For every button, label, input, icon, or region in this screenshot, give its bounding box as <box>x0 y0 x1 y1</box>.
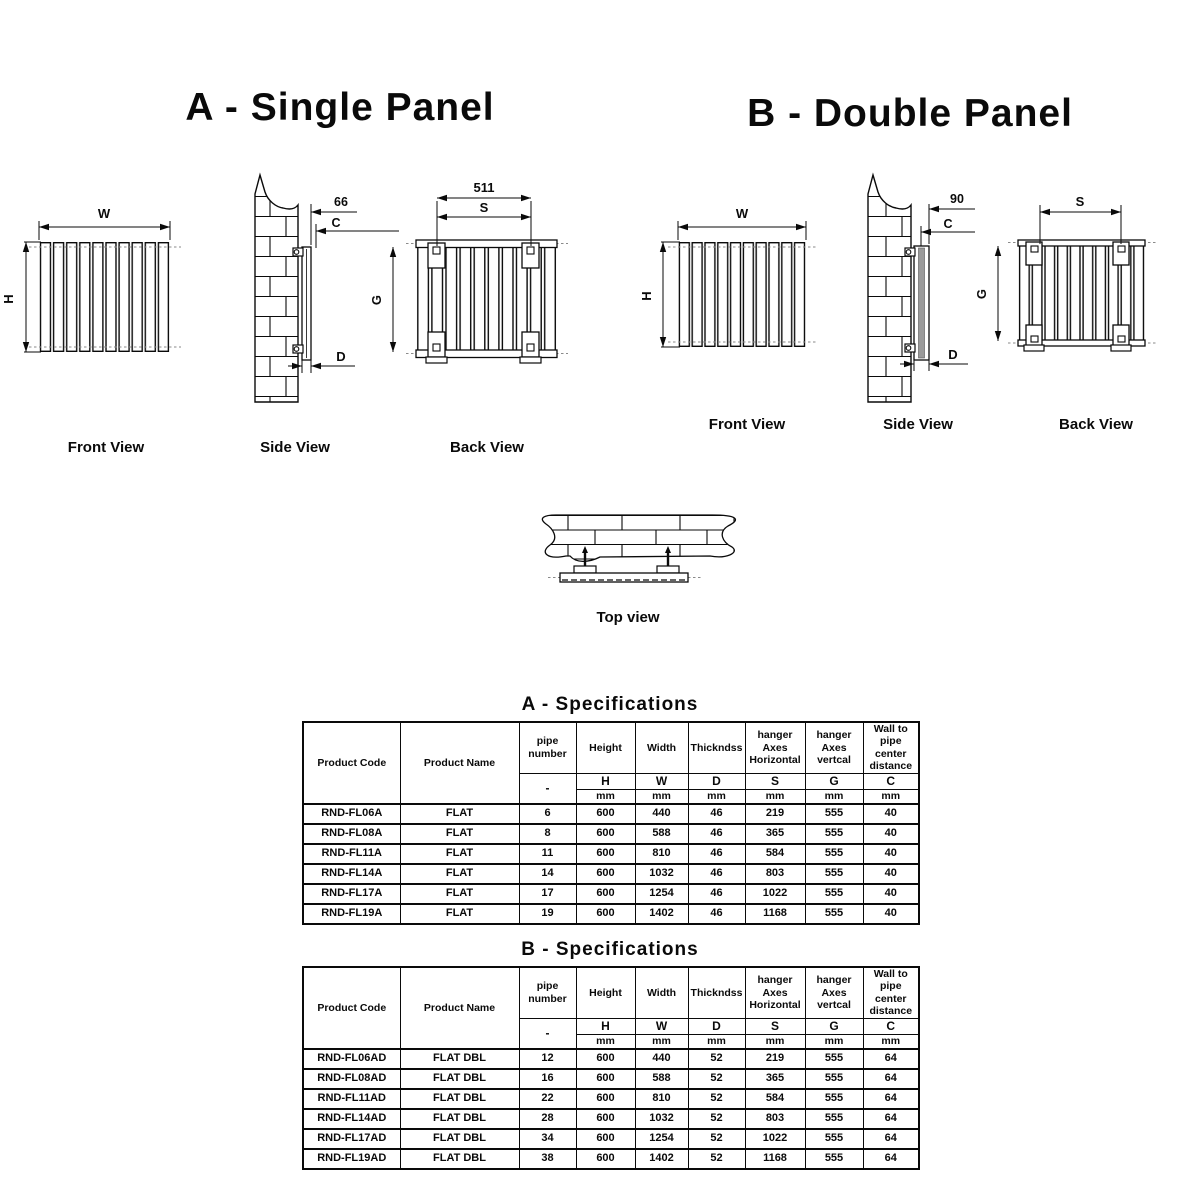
table-cell: RND-FL08AD <box>303 1069 400 1089</box>
table-cell: 46 <box>688 904 745 924</box>
table-row <box>303 864 919 884</box>
table-cell: 6 <box>519 804 576 824</box>
a-front-panel <box>39 242 170 352</box>
table-cell: RND-FL17A <box>303 884 400 904</box>
b-back-dim-g: G <box>974 288 989 300</box>
table-row <box>303 824 919 844</box>
b-front-dim-w: W <box>735 206 749 221</box>
sym-h: H <box>576 773 635 789</box>
sym-w: W <box>635 1018 688 1034</box>
a-side-caption: Side View <box>260 439 330 456</box>
b-side-dim-c: C <box>943 217 953 231</box>
table-cell: 600 <box>576 864 635 884</box>
table-a-title: A - Specifications <box>521 694 699 715</box>
table-cell: RND-FL14A <box>303 864 400 884</box>
table-cell: RND-FL11AD <box>303 1089 400 1109</box>
table-cell: 600 <box>576 1149 635 1169</box>
spec-table-b <box>302 966 920 1170</box>
unit-cell: mm <box>863 1034 919 1049</box>
a-side-wall <box>255 175 298 402</box>
table-cell: 1022 <box>745 884 805 904</box>
table-cell: 600 <box>576 1129 635 1149</box>
table-cell: 555 <box>805 1109 863 1129</box>
top-view-caption: Top view <box>596 609 660 626</box>
table-cell: 810 <box>635 1089 688 1109</box>
table-cell: 46 <box>688 804 745 824</box>
table-cell: 52 <box>688 1109 745 1129</box>
table-cell: RND-FL06AD <box>303 1049 400 1069</box>
table-cell: 34 <box>519 1129 576 1149</box>
table-cell: 803 <box>745 1109 805 1129</box>
a-side-dim-d: D <box>336 349 346 364</box>
a-back-dim-g: G <box>369 294 384 306</box>
sym-pipe: - <box>519 1018 576 1049</box>
table-cell: 17 <box>519 884 576 904</box>
col-hanger-horizontal: hanger Axes Horizontal <box>745 967 805 1018</box>
table-cell: 600 <box>576 824 635 844</box>
table-cell: 1402 <box>635 904 688 924</box>
table-cell: 52 <box>688 1089 745 1109</box>
b-side-caption: Side View <box>883 416 953 433</box>
table-cell: RND-FL19A <box>303 904 400 924</box>
b-front-dim-h: H <box>639 291 654 301</box>
table-cell: 40 <box>863 844 919 864</box>
table-cell: 584 <box>745 1089 805 1109</box>
table-cell: RND-FL19AD <box>303 1149 400 1169</box>
sym-s: S <box>745 1018 805 1034</box>
col-product-code: Product Code <box>303 722 400 804</box>
table-cell: 64 <box>863 1069 919 1089</box>
table-row <box>303 1089 919 1109</box>
section-a-title: A - Single Panel <box>185 86 495 129</box>
sym-c: C <box>863 1018 919 1034</box>
a-back-view <box>369 180 568 456</box>
table-cell: 46 <box>688 864 745 884</box>
table-cell: 1254 <box>635 884 688 904</box>
col-product-name: Product Name <box>400 967 519 1049</box>
b-front-panel <box>678 242 806 347</box>
col-hanger-vertical: hanger Axes vertcal <box>805 722 863 773</box>
unit-cell: mm <box>745 1034 805 1049</box>
table-cell: 46 <box>688 844 745 864</box>
top-view-wall <box>542 515 735 561</box>
table-cell: 440 <box>635 804 688 824</box>
col-width: Width <box>635 722 688 773</box>
table-cell: FLAT DBL <box>400 1069 519 1089</box>
table-cell: 1402 <box>635 1149 688 1169</box>
table-cell: 46 <box>688 824 745 844</box>
spec-table-a <box>302 721 920 925</box>
table-cell: 600 <box>576 884 635 904</box>
table-cell: 365 <box>745 824 805 844</box>
sym-g: G <box>805 773 863 789</box>
b-front-view <box>639 206 816 433</box>
table-cell: 52 <box>688 1069 745 1089</box>
table-cell: FLAT <box>400 884 519 904</box>
table-cell: 555 <box>805 824 863 844</box>
col-product-code: Product Code <box>303 967 400 1049</box>
unit-cell: mm <box>635 789 688 804</box>
sym-h: H <box>576 1018 635 1034</box>
table-cell: 555 <box>805 1049 863 1069</box>
a-side-view <box>255 175 399 456</box>
a-front-dim-h: H <box>1 294 16 304</box>
table-cell: 803 <box>745 864 805 884</box>
unit-cell: mm <box>805 789 863 804</box>
col-product-name: Product Name <box>400 722 519 804</box>
col-wall-distance: Wall to pipe center distance <box>863 722 919 773</box>
sym-d: D <box>688 1018 745 1034</box>
sym-w: W <box>635 773 688 789</box>
table-cell: 16 <box>519 1069 576 1089</box>
a-front-view <box>1 206 181 456</box>
table-cell: 1254 <box>635 1129 688 1149</box>
table-cell: 40 <box>863 864 919 884</box>
table-cell: 600 <box>576 904 635 924</box>
table-cell: 19 <box>519 904 576 924</box>
table-cell: FLAT <box>400 804 519 824</box>
unit-cell: mm <box>805 1034 863 1049</box>
table-cell: 64 <box>863 1109 919 1129</box>
table-cell: 555 <box>805 864 863 884</box>
col-pipe-number: pipe number <box>519 722 576 773</box>
unit-cell: mm <box>576 1034 635 1049</box>
table-cell: 40 <box>863 904 919 924</box>
spec-section-b <box>302 939 918 1170</box>
table-cell: 588 <box>635 824 688 844</box>
table-cell: 40 <box>863 804 919 824</box>
table-cell: 11 <box>519 844 576 864</box>
a-back-dim-s: S <box>479 200 489 215</box>
table-row <box>303 1129 919 1149</box>
table-cell: FLAT DBL <box>400 1089 519 1109</box>
table-cell: 14 <box>519 864 576 884</box>
unit-cell: mm <box>635 1034 688 1049</box>
table-cell: 1032 <box>635 864 688 884</box>
col-thickness: Thickndss <box>688 722 745 773</box>
unit-cell: mm <box>688 789 745 804</box>
table-cell: 555 <box>805 1149 863 1169</box>
sym-pipe: - <box>519 773 576 804</box>
top-view-panel <box>560 573 688 582</box>
table-row <box>303 904 919 924</box>
table-row <box>303 804 919 824</box>
table-cell: 600 <box>576 1109 635 1129</box>
a-back-caption: Back View <box>450 439 524 456</box>
sym-s: S <box>745 773 805 789</box>
table-cell: 1022 <box>745 1129 805 1149</box>
spec-section-a <box>302 694 918 925</box>
table-cell: 440 <box>635 1049 688 1069</box>
col-pipe-number: pipe number <box>519 967 576 1018</box>
b-side-wall <box>868 175 911 402</box>
table-row <box>303 1149 919 1169</box>
b-back-view <box>974 194 1158 433</box>
table-cell: 64 <box>863 1089 919 1109</box>
table-cell: 40 <box>863 824 919 844</box>
table-cell: 810 <box>635 844 688 864</box>
table-cell: 38 <box>519 1149 576 1169</box>
table-cell: RND-FL14AD <box>303 1109 400 1129</box>
table-cell: 46 <box>688 884 745 904</box>
table-cell: 219 <box>745 1049 805 1069</box>
table-cell: 52 <box>688 1129 745 1149</box>
col-wall-distance: Wall to pipe center distance <box>863 967 919 1018</box>
b-back-caption: Back View <box>1059 416 1133 433</box>
table-cell: 555 <box>805 884 863 904</box>
table-cell: 365 <box>745 1069 805 1089</box>
table-cell: 1168 <box>745 904 805 924</box>
a-side-dim-offset: 66 <box>334 195 348 209</box>
sym-g: G <box>805 1018 863 1034</box>
unit-cell: mm <box>863 789 919 804</box>
table-cell: 28 <box>519 1109 576 1129</box>
col-hanger-horizontal: hanger Axes Horizontal <box>745 722 805 773</box>
unit-cell: mm <box>745 789 805 804</box>
table-cell: 600 <box>576 1049 635 1069</box>
col-hanger-vertical: hanger Axes vertcal <box>805 967 863 1018</box>
table-cell: FLAT <box>400 844 519 864</box>
table-b-title: B - Specifications <box>521 939 699 960</box>
table-cell: 555 <box>805 1089 863 1109</box>
table-cell: 64 <box>863 1129 919 1149</box>
table-row <box>303 1049 919 1069</box>
table-cell: 555 <box>805 1069 863 1089</box>
table-cell: 600 <box>576 844 635 864</box>
b-side-dim-d: D <box>948 347 958 362</box>
table-cell: 600 <box>576 1069 635 1089</box>
table-cell: 555 <box>805 804 863 824</box>
table-cell: 64 <box>863 1149 919 1169</box>
a-front-caption: Front View <box>67 439 145 456</box>
unit-cell: mm <box>576 789 635 804</box>
table-cell: 8 <box>519 824 576 844</box>
a-front-dim-w: W <box>97 206 111 221</box>
table-cell: 52 <box>688 1149 745 1169</box>
table-a-body <box>303 804 919 924</box>
table-cell: 555 <box>805 904 863 924</box>
table-cell: 555 <box>805 1129 863 1149</box>
table-row <box>303 1109 919 1129</box>
b-side-view <box>868 175 975 433</box>
table-cell: FLAT <box>400 864 519 884</box>
sym-c: C <box>863 773 919 789</box>
table-row <box>303 1069 919 1089</box>
a-side-dim-c: C <box>331 216 341 230</box>
table-cell: FLAT <box>400 904 519 924</box>
table-cell: 52 <box>688 1049 745 1069</box>
table-cell: FLAT DBL <box>400 1109 519 1129</box>
table-row <box>303 844 919 864</box>
sym-d: D <box>688 773 745 789</box>
col-height: Height <box>576 722 635 773</box>
table-row <box>303 884 919 904</box>
table-cell: 1032 <box>635 1109 688 1129</box>
b-front-caption: Front View <box>708 416 786 433</box>
table-cell: 12 <box>519 1049 576 1069</box>
table-cell: RND-FL17AD <box>303 1129 400 1149</box>
table-b-body <box>303 1049 919 1169</box>
table-cell: RND-FL11A <box>303 844 400 864</box>
col-thickness: Thickndss <box>688 967 745 1018</box>
table-cell: 219 <box>745 804 805 824</box>
a-back-dim-s-value: 511 <box>473 180 495 195</box>
table-cell: 64 <box>863 1049 919 1069</box>
col-width: Width <box>635 967 688 1018</box>
table-cell: FLAT DBL <box>400 1149 519 1169</box>
table-cell: 22 <box>519 1089 576 1109</box>
table-cell: RND-FL08A <box>303 824 400 844</box>
table-cell: 40 <box>863 884 919 904</box>
table-cell: 600 <box>576 804 635 824</box>
table-cell: RND-FL06A <box>303 804 400 824</box>
unit-cell: mm <box>688 1034 745 1049</box>
top-view <box>542 515 735 626</box>
table-cell: 1168 <box>745 1149 805 1169</box>
table-cell: 584 <box>745 844 805 864</box>
table-cell: FLAT DBL <box>400 1129 519 1149</box>
table-cell: 555 <box>805 844 863 864</box>
b-side-dim-offset: 90 <box>950 192 964 206</box>
table-cell: FLAT <box>400 824 519 844</box>
b-back-dim-s: S <box>1075 194 1085 209</box>
table-cell: FLAT DBL <box>400 1049 519 1069</box>
section-b-title: B - Double Panel <box>747 92 1073 135</box>
col-height: Height <box>576 967 635 1018</box>
table-cell: 600 <box>576 1089 635 1109</box>
table-cell: 588 <box>635 1069 688 1089</box>
